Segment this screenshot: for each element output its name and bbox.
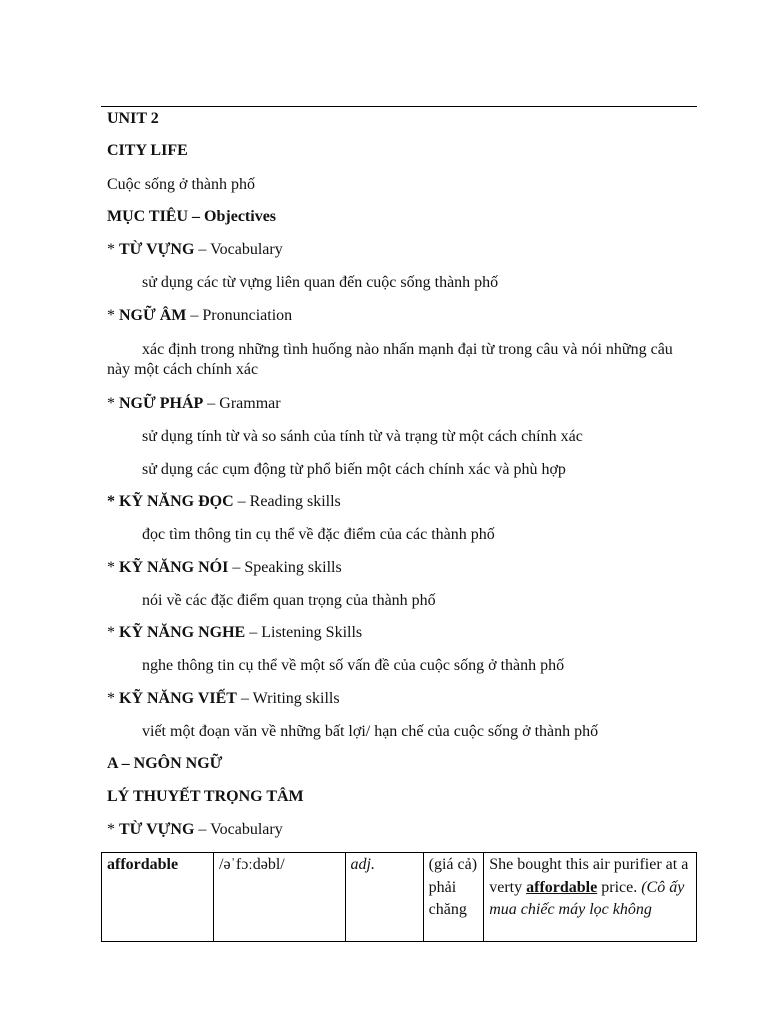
section-heading-listening: * KỸ NĂNG NGHE – Listening Skills bbox=[107, 624, 363, 641]
section-heading-writing: * KỸ NĂNG VIẾT – Writing skills bbox=[107, 690, 340, 707]
section-item: nói về các đặc điểm quan trọng của thành phố bbox=[142, 592, 436, 609]
document-page bbox=[101, 106, 697, 918]
section-heading-reading: * KỸ NĂNG ĐỌC – Reading skills bbox=[107, 493, 341, 510]
word-cell: affordable bbox=[102, 853, 214, 942]
vocab-heading: * TỪ VỰNG – Vocabulary bbox=[107, 821, 283, 838]
section-item: đọc tìm thông tin cụ thể về đặc điểm của các thành phố bbox=[142, 526, 495, 543]
page-title: CITY LIFE bbox=[107, 142, 188, 159]
page-subtitle: Cuộc sống ở thành phố bbox=[107, 176, 256, 193]
pos-cell: adj. bbox=[345, 853, 423, 942]
section-item: nghe thông tin cụ thể về một số vấn đề của cuộc sống ở thành phố bbox=[142, 657, 565, 674]
meaning-cell: (giá cả) phải chăng bbox=[423, 853, 484, 942]
section-heading-pronunciation: * NGỮ ÂM – Pronunciation bbox=[107, 307, 293, 324]
table-row bbox=[102, 853, 697, 942]
section-item: sử dụng các cụm động từ phổ biến một cách chính xác và phù hợp bbox=[142, 461, 566, 478]
section-item: xác định trong những tình huống nào nhấn mạnh đại từ trong câu và nói những câu này một cách chính xác bbox=[107, 341, 673, 378]
example-cell: She bought this air purifier at a verty affordable price. (Cô ấy mua chiếc máy lọc không bbox=[484, 853, 697, 942]
vocabulary-table bbox=[101, 852, 697, 942]
section-item: viết một đoạn văn về những bất lợi/ hạn chế của cuộc sống ở thành phố bbox=[142, 723, 599, 740]
section-item: sử dụng các từ vựng liên quan đến cuộc sống thành phố bbox=[142, 274, 499, 291]
section-heading-vocabulary: * TỪ VỰNG – Vocabulary bbox=[107, 241, 283, 258]
part-a-heading: A – NGÔN NGỮ bbox=[107, 755, 223, 772]
section-heading-speaking: * KỸ NĂNG NÓI – Speaking skills bbox=[107, 559, 342, 576]
objectives-heading: MỤC TIÊU – Objectives bbox=[107, 208, 277, 225]
section-item: sử dụng tính từ và so sánh của tính từ và trạng từ một cách chính xác bbox=[142, 428, 583, 445]
ipa-cell: /əˈfɔːdəbl/ bbox=[214, 853, 346, 942]
theory-heading: LÝ THUYẾT TRỌNG TÂM bbox=[107, 788, 304, 805]
section-heading-grammar: * NGỮ PHÁP – Grammar bbox=[107, 395, 281, 412]
unit-label: UNIT 2 bbox=[107, 110, 159, 127]
